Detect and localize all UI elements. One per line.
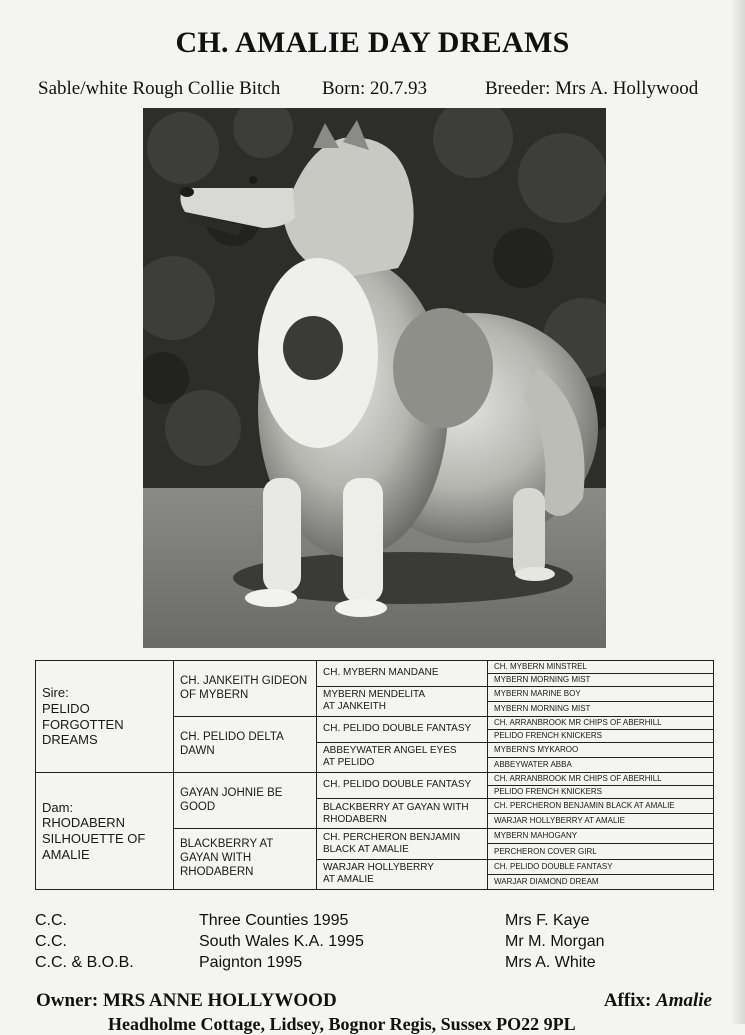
great-great-grandparent-cell: CH. PERCHERON BENJAMIN BLACK AT AMALIE (488, 798, 714, 813)
great-great-grandparent-cell: MYBERN MORNING MIST (488, 701, 714, 716)
pedigree-table (35, 660, 714, 890)
affix-label: Affix: (603, 990, 652, 1011)
pedigree-line: MYBERN MENDELITA (323, 689, 426, 701)
great-grandparent-cell (317, 859, 488, 889)
pedigree-line: GOOD (180, 800, 216, 813)
grandparent-cell (174, 717, 317, 773)
page-edge-shadow (731, 0, 745, 1024)
pedigree-row (36, 661, 714, 674)
award-2-show: South Wales K.A. 1995 (199, 933, 364, 950)
pedigree-line: AMALIE (42, 846, 90, 862)
pedigree-line: PELIDO (42, 700, 90, 716)
great-grandparent-cell (317, 686, 488, 716)
great-great-grandparent-cell: CH. ARRANBROOK MR CHIPS OF ABERHILL (488, 717, 714, 730)
pedigree-line: AT AMALIE (323, 874, 374, 886)
birth-date: Born: 20.7.93 (322, 78, 428, 99)
great-grandparent-cell (317, 717, 488, 743)
pedigree-line: CH. PELIDO DELTA (180, 730, 284, 743)
award-3: C.C. & B.O.B. (35, 954, 134, 971)
page-title: CH. AMALIE DAY DREAMS (175, 26, 570, 59)
great-great-grandparent-cell: MYBERN MARINE BOY (488, 686, 714, 701)
great-grandparent-cell (317, 773, 488, 799)
pedigree-line: RHODABERN (180, 865, 254, 878)
pedigree-line: FORGOTTEN (42, 716, 124, 732)
owner: Owner: MRS ANNE HOLLYWOOD (36, 990, 337, 1011)
great-great-grandparent-cell: WARJAR HOLLYBERRY AT AMALIE (488, 814, 714, 829)
great-grandparent-cell (317, 798, 488, 828)
affix (604, 990, 712, 1012)
pedigree-line: AT JANKEITH (323, 701, 386, 713)
pedigree-line: RHODABERN (42, 815, 126, 831)
award-1-judge: Mrs F. Kaye (505, 912, 590, 929)
pedigree-line: GAYAN WITH (180, 852, 252, 865)
affix-name: Amalie (656, 990, 712, 1011)
sire-cell (36, 661, 174, 773)
owner-address: Headholme Cottage, Lidsey, Bognor Regis, Sussex PO22 9PL (108, 1014, 576, 1034)
award-2: C.C. (35, 933, 67, 950)
great-great-grandparent-cell: ABBEYWATER ABBA (488, 757, 714, 772)
pedigree-line: DAWN (180, 744, 215, 757)
grandparent-cell (174, 661, 317, 717)
award-1: C.C. (35, 912, 67, 929)
pedigree-line: SILHOUETTE OF (42, 831, 146, 847)
award-2-judge: Mr M. Morgan (505, 933, 605, 950)
pedigree-line: BLACKBERRY AT (180, 838, 274, 851)
pedigree-line: GAYAN JOHNIE BE (180, 786, 283, 799)
pedigree-line: CH. PELIDO DOUBLE FANTASY (323, 779, 472, 791)
pedigree-line: CH. JANKEITH GIDEON (180, 674, 308, 687)
pedigree-line: Dam: (42, 799, 74, 815)
great-great-grandparent-cell: CH. PELIDO DOUBLE FANTASY (488, 859, 714, 874)
pedigree-line: AT PELIDO (323, 757, 375, 769)
great-great-grandparent-cell: PELIDO FRENCH KNICKERS (488, 785, 714, 798)
dog-description: Sable/white Rough Collie Bitch (38, 78, 281, 99)
pedigree-line: BLACK AT AMALIE (323, 843, 409, 855)
pedigree-line: CH. PELIDO DOUBLE FANTASY (323, 723, 472, 735)
pedigree-line: BLACKBERRY AT GAYAN WITH (323, 801, 469, 813)
great-great-grandparent-cell: PELIDO FRENCH KNICKERS (488, 729, 714, 742)
pedigree-line: OF MYBERN (180, 688, 249, 701)
great-great-grandparent-cell: WARJAR DIAMOND DREAM (488, 874, 714, 889)
pedigree-row (36, 773, 714, 786)
great-great-grandparent-cell: CH. MYBERN MINSTREL (488, 661, 714, 674)
pedigree-line: Sire: (42, 685, 69, 701)
grandparent-cell (174, 773, 317, 829)
pedigree-line: CH. PERCHERON BENJAMIN (323, 831, 461, 843)
great-grandparent-cell (317, 829, 488, 859)
great-great-grandparent-cell: MYBERN MORNING MIST (488, 673, 714, 686)
pedigree-line: RHODABERN (323, 813, 387, 825)
great-grandparent-cell (317, 742, 488, 772)
award-3-judge: Mrs A. White (505, 954, 596, 971)
pedigree-line: ABBEYWATER ANGEL EYES (323, 745, 457, 757)
great-great-grandparent-cell: PERCHERON COVER GIRL (488, 844, 714, 859)
great-grandparent-cell (317, 661, 488, 687)
great-great-grandparent-cell: MYBERN MAHOGANY (488, 829, 714, 844)
grandparent-cell (174, 829, 317, 890)
great-great-grandparent-cell: MYBERN'S MYKAROO (488, 742, 714, 757)
breeder: Breeder: Mrs A. Hollywood (485, 78, 699, 99)
pedigree-line: WARJAR HOLLYBERRY (323, 862, 434, 874)
award-1-show: Three Counties 1995 (199, 912, 349, 929)
dam-cell (36, 773, 174, 890)
pedigree-line: CH. MYBERN MANDANE (323, 667, 439, 679)
pedigree-line: DREAMS (42, 732, 98, 748)
great-great-grandparent-cell: CH. ARRANBROOK MR CHIPS OF ABERHILL (488, 773, 714, 786)
award-3-show: Paignton 1995 (199, 954, 303, 971)
dog-photo (143, 108, 606, 648)
